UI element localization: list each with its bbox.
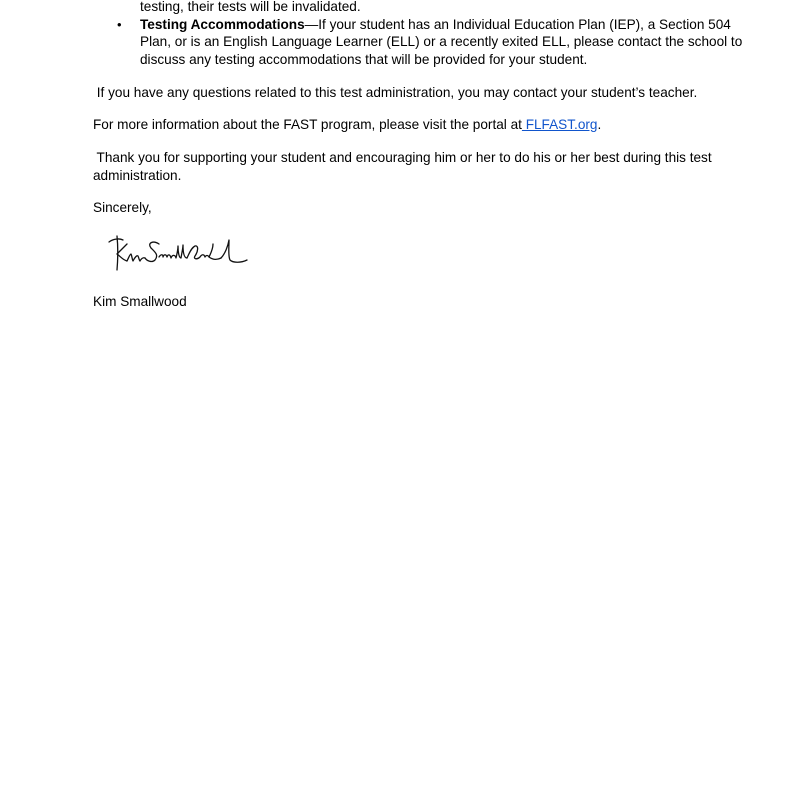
bullet-dash: —	[304, 16, 319, 32]
flfast-link[interactable]: FLFAST.org	[521, 117, 598, 132]
signature-image	[105, 230, 250, 275]
info-text: For more information about the FAST program, please visit the portal at	[93, 117, 522, 132]
bullet-line-1	[140, 16, 731, 34]
bullet-carry-over-text: testing, their tests will be invalidated.	[140, 0, 361, 14]
thanks-paragraph-line-2: administration.	[93, 167, 182, 183]
info-paragraph	[93, 116, 713, 134]
bullet-item-testing-accommodations	[117, 16, 743, 69]
bullet-list	[117, 0, 743, 68]
bullet-text-line-2: Plan, or is an English Language Learner (ELL) or a recently exited ELL, please contact the school to	[140, 34, 743, 49]
bullet-title: Testing Accommodations	[140, 16, 305, 32]
bullet-text-line-1: If your student has an Individual Education Plan (IEP), a Section 504	[318, 16, 731, 32]
signature-name: Kim Smallwood	[93, 294, 187, 309]
bullet-dot: •	[117, 16, 122, 32]
questions-paragraph: If you have any questions related to this test administration, you may contact your student’s teacher.	[93, 85, 698, 100]
info-period: .	[597, 117, 602, 132]
thanks-paragraph-line-1: Thank you for supporting your student and encouraging him or her to do his or her best during this test	[93, 150, 712, 165]
bullet-text-line-3: discuss any testing accommodations that will be provided for your student.	[140, 51, 588, 67]
closing-text: Sincerely,	[93, 200, 152, 215]
